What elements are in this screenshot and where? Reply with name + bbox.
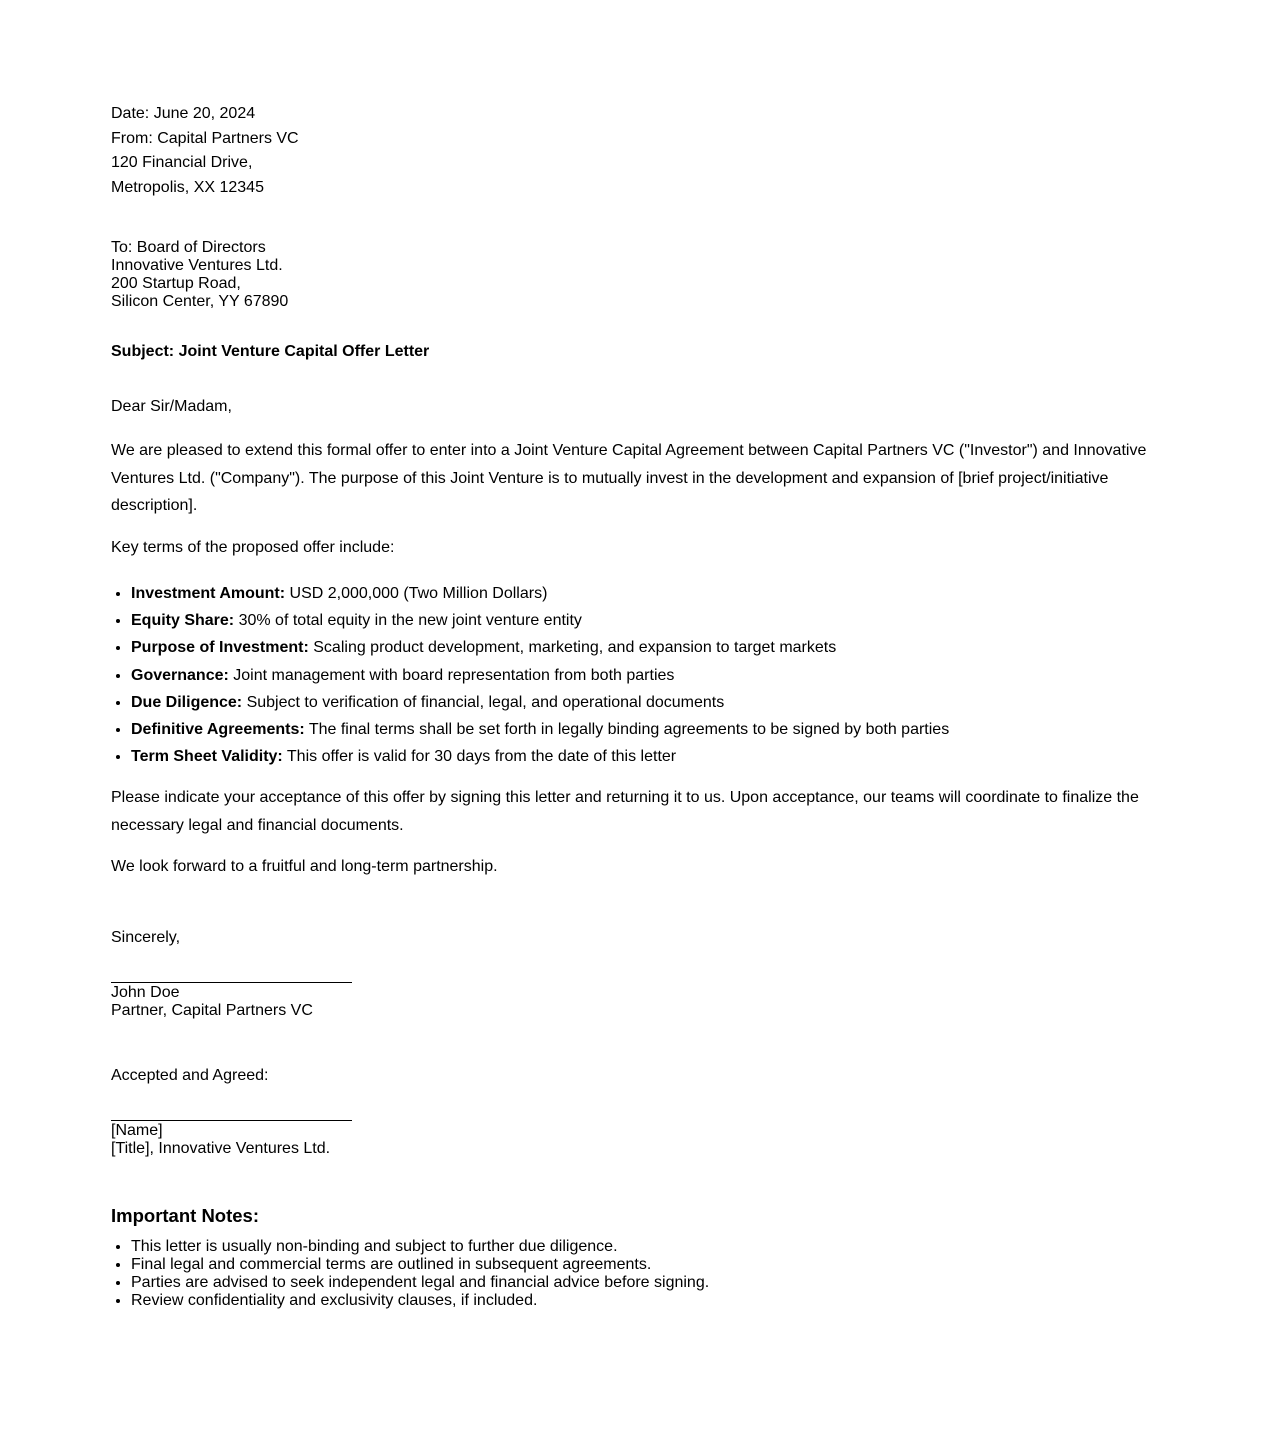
greeting: Dear Sir/Madam,	[111, 398, 232, 415]
list-item	[131, 716, 949, 743]
signer-title: Partner, Capital Partners VC	[111, 1002, 313, 1019]
letter-date: Date: June 20, 2024	[111, 105, 256, 122]
list-item: • Parties are advised to seek independent legal and financial advice before signing.	[131, 1274, 709, 1292]
term-text: Joint management with board representation from both parties	[228, 666, 675, 684]
term-label: Investment Amount:	[131, 585, 286, 602]
key-terms-intro: Key terms of the proposed offer include:	[111, 539, 395, 556]
recipient-to: To: Board of Directors	[111, 239, 266, 256]
list-item	[131, 580, 949, 607]
list-item	[131, 607, 949, 634]
term-label: Due Diligence:	[131, 693, 243, 711]
term-text: The final terms shall be set forth in legally binding agreements to be signed by both parties	[304, 721, 950, 739]
term-label: Governance:	[131, 666, 229, 684]
signer-block	[111, 984, 313, 1020]
acceptance-paragraph: Please indicate your acceptance of this offer by signing this letter and returning it to us. Upon acceptance, our teams will coordinate to finalize the necessary legal and financial documents.	[111, 789, 1139, 834]
accepted-label: Accepted and Agreed:	[111, 1067, 269, 1084]
term-text: Subject to verification of financial, legal, and operational documents	[242, 693, 725, 711]
counter-signer-name: [Name]	[111, 1122, 163, 1139]
sender-address-line-2: Metropolis, XX 12345	[111, 178, 264, 196]
list-item	[131, 689, 949, 716]
list-item: • Review confidentiality and exclusivity clauses, if included.	[131, 1292, 709, 1310]
signer-name: John Doe	[111, 984, 180, 1001]
term-text: Scaling product development, marketing, and expansion to target markets	[308, 639, 837, 657]
recipient-company: Innovative Ventures Ltd.	[111, 257, 283, 274]
sender-address-line-1: 120 Financial Drive,	[111, 154, 253, 171]
term-label: Term Sheet Validity:	[131, 748, 283, 766]
closing-paragraph: We look forward to a fruitful and long-term partnership.	[111, 858, 498, 875]
subject-line: Subject: Joint Venture Capital Offer Letter	[111, 343, 430, 360]
notes-list	[111, 1238, 709, 1310]
counter-signature-line	[111, 1120, 352, 1121]
term-label: Equity Share:	[131, 612, 235, 630]
sender-name: From: Capital Partners VC	[111, 129, 299, 147]
term-text: This offer is valid for 30 days from the date of this letter	[282, 748, 677, 766]
list-item: • This letter is usually non-binding and subject to further due diligence.	[131, 1238, 709, 1256]
list-item	[131, 662, 949, 689]
recipient-address-line-1: 200 Startup Road,	[111, 275, 241, 292]
sign-off: Sincerely,	[111, 929, 181, 946]
list-item	[131, 743, 949, 770]
letter-page	[111, 0, 1161, 1309]
sender-block	[111, 102, 299, 200]
term-label: Definitive Agreements:	[131, 721, 305, 739]
counter-signer-title: [Title], Innovative Ventures Ltd.	[111, 1140, 331, 1157]
signature-line	[111, 982, 352, 983]
recipient-block	[111, 239, 288, 311]
term-text: 30% of total equity in the new joint venture entity	[234, 612, 582, 630]
notes-heading: Important Notes:	[111, 1205, 259, 1226]
term-label: Purpose of Investment:	[131, 639, 309, 657]
counter-signer-block	[111, 1122, 330, 1158]
term-text: USD 2,000,000 (Two Million Dollars)	[285, 585, 548, 602]
list-item	[131, 634, 949, 661]
key-terms-list	[111, 580, 949, 770]
recipient-address-line-2: Silicon Center, YY 67890	[111, 293, 289, 310]
list-item: • Final legal and commercial terms are outlined in subsequent agreements.	[131, 1256, 709, 1274]
intro-paragraph: We are pleased to extend this formal offer to enter into a Joint Venture Capital Agreement between Capital Partners VC ("Investor") and Innovative Ventures Ltd. ("Company"). The purpose of this Joint Venture is to mutually invest in the development and expansion of [brief project/initiative description].	[111, 442, 1147, 514]
